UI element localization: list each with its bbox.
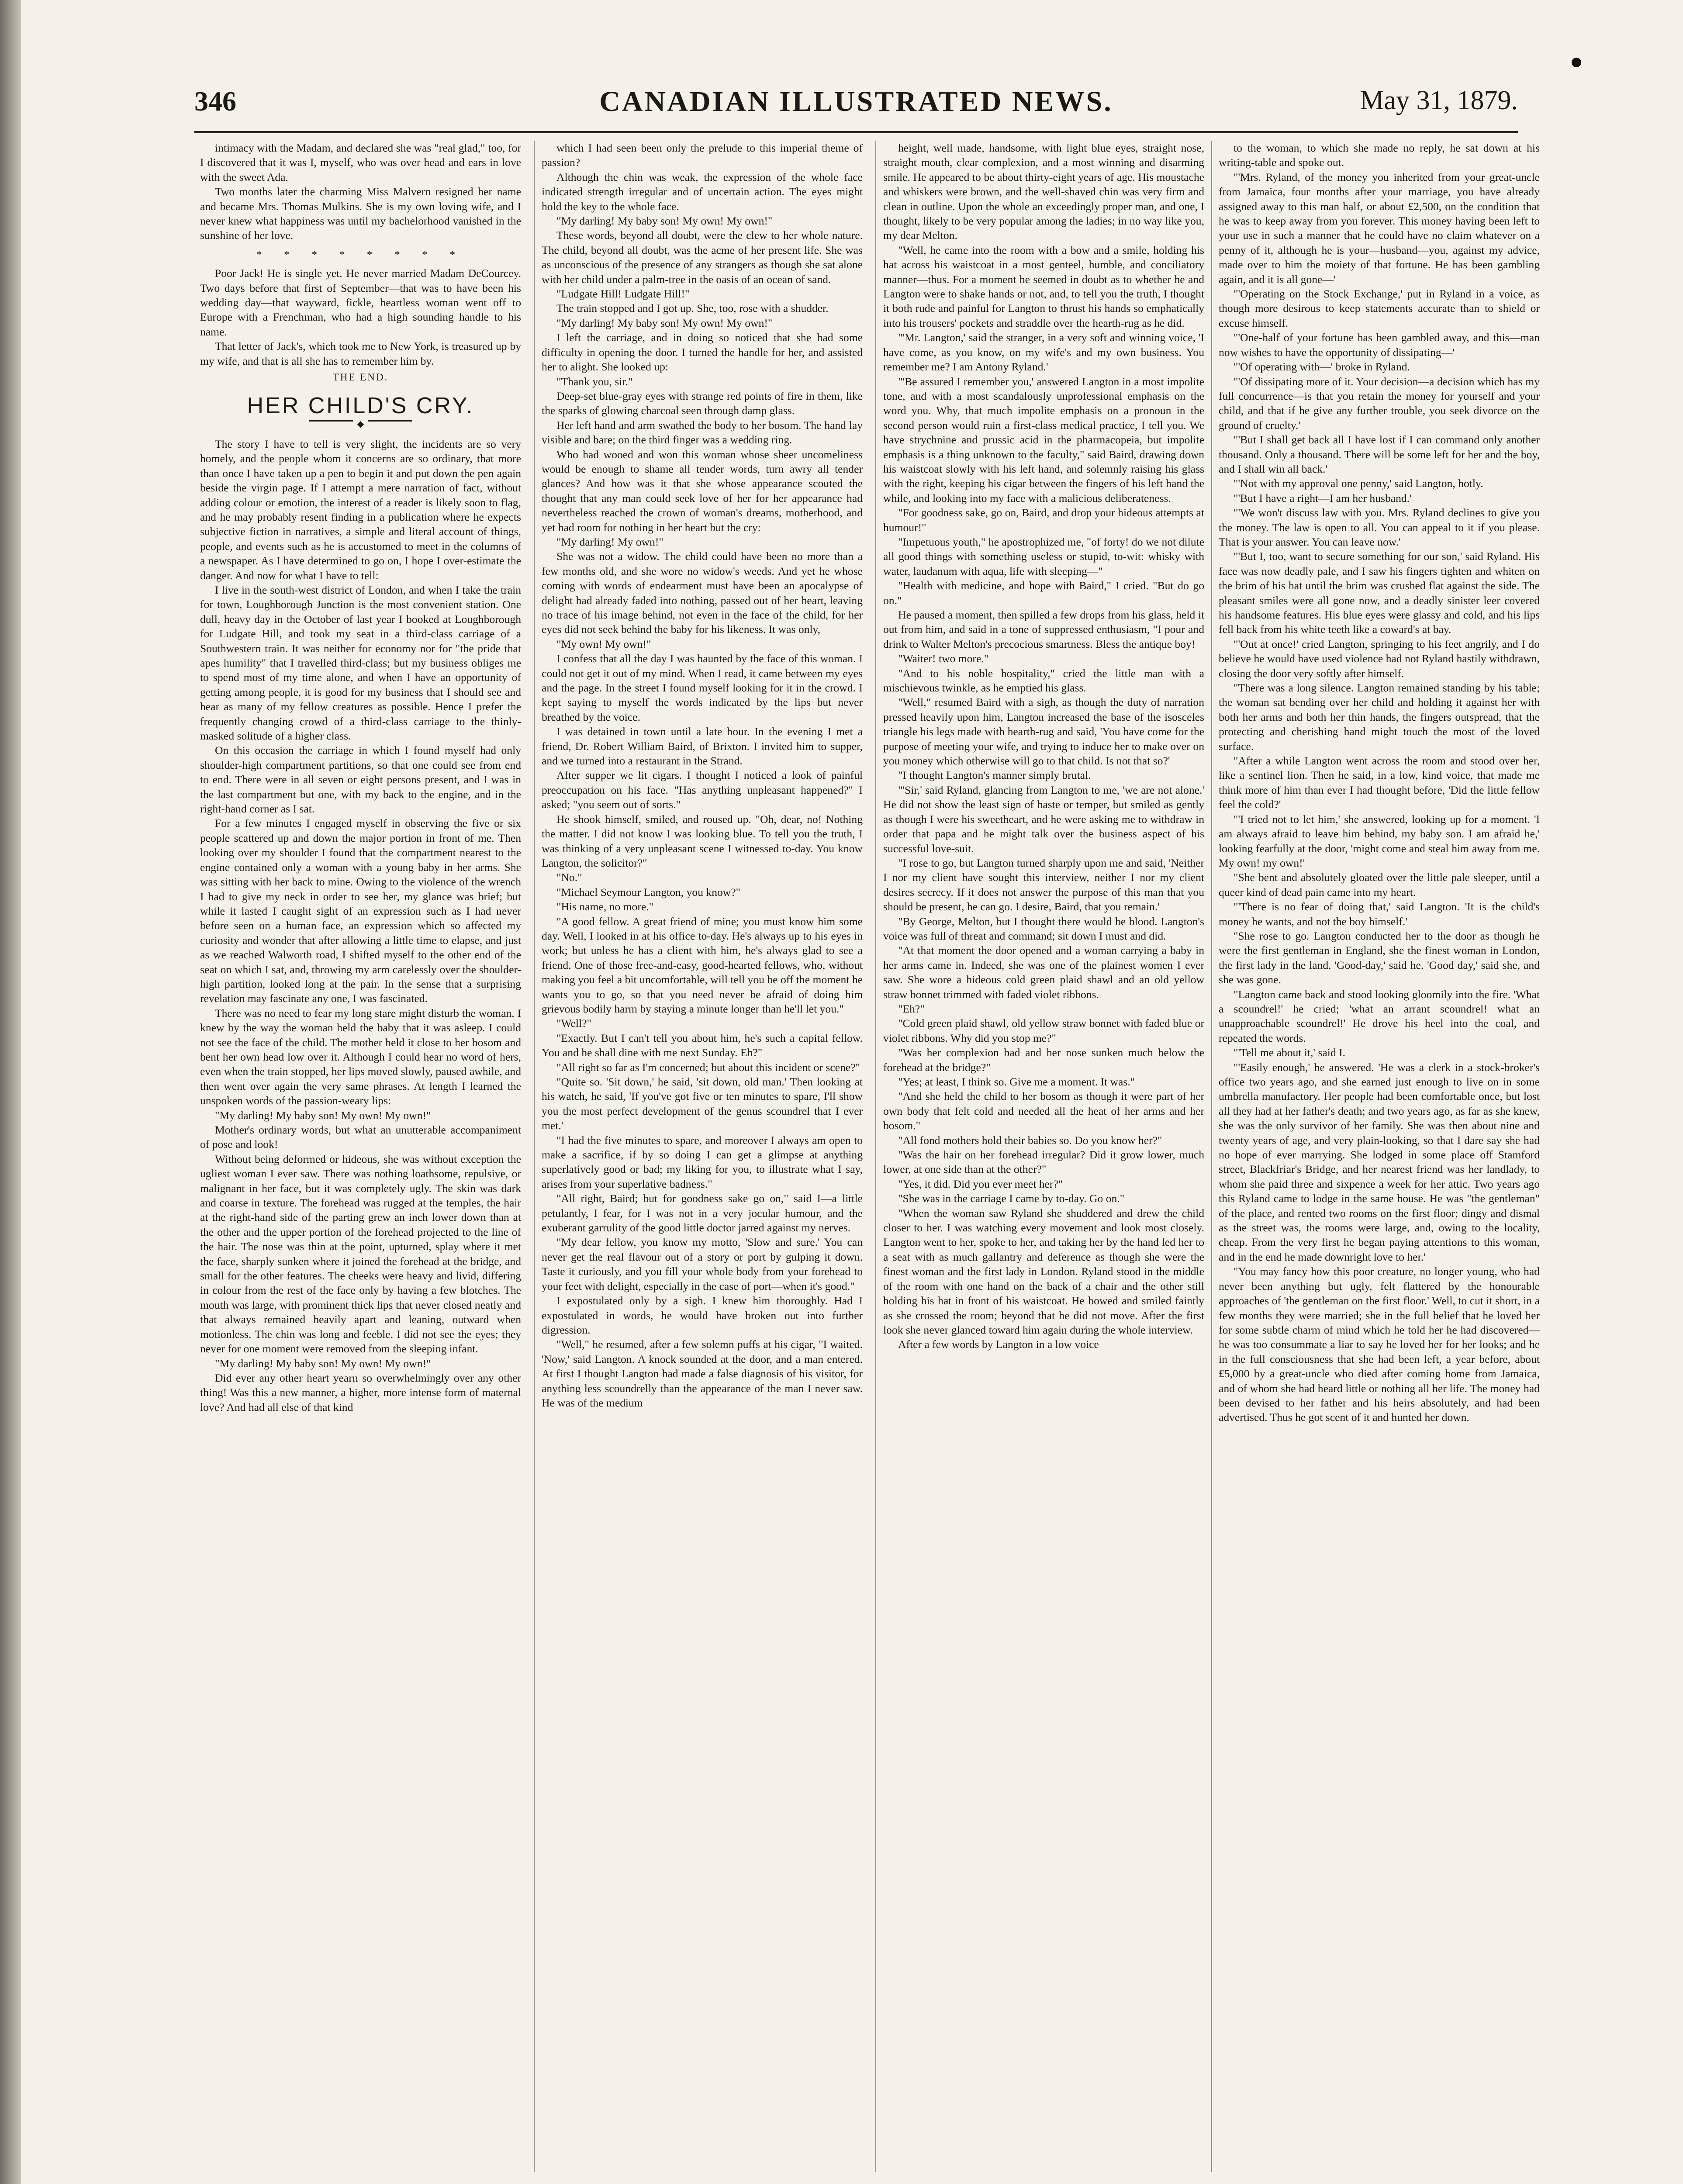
paragraph: "A good fellow. A great friend of mine; you must know him some day. Well, I looked in at his office to-day. He's always up to his eyes in work; but unless he has a client with him, he's always glad to see a friend. One of those free-and-easy, good-hearted fellows, who, without making you feel a bit uncomfortable, will tell you be off the moment he wants you to go, so that you need never be afraid of doing him grievous bodily harm by staying a minute longer than he'll let you." — [542, 915, 863, 1015]
punch-hole — [1572, 58, 1581, 67]
paragraph: "No." — [556, 871, 582, 884]
paragraph: "My darling! My baby son! My own! My own!" — [556, 214, 773, 228]
paragraph: Mother's ordinary words, but what an unutterable accompaniment of pose and look! — [200, 1123, 521, 1151]
paragraph: He shook himself, smiled, and roused up. "Oh, dear, no! Nothing the matter. I did not know I was looking blue. To tell you the truth, I was thinking of a very unpleasant scene I witnessed to-day. You know Langton, the solicitor?" — [542, 812, 863, 869]
column-divider — [1211, 141, 1212, 2172]
paragraph: "Thank you, sir." — [556, 375, 633, 388]
paragraph: "By George, Melton, but I thought there would be blood. Langton's voice was full of threat and command; sit down I must and did. — [883, 915, 1204, 942]
paragraph: I was detained in town until a late hour. In the evening I met a friend, Dr. Robert William Baird, of Brixton. I invited him to supper, and we turned into a restaurant in the Strand. — [542, 725, 863, 767]
paragraph: I left the carriage, and in doing so noticed that she had some difficulty in opening the door. I turned the handle for her, and assisted her to alight. She looked up: — [542, 331, 863, 373]
story-title: HER CHILD'S CRY. — [247, 393, 474, 418]
paragraph: "Quite so. 'Sit down,' he said, 'sit down, old man.' Then looking at his watch, he said, 'If you've got five or ten minutes to spare, I'll show you the most perfect development of the genus scoundrel that I ever met.' — [542, 1075, 863, 1132]
paragraph: "'Mr. Langton,' said the stranger, in a very soft and winning voice, 'I have come, as you know, on my wife's and my own business. You remember me? I am Antony Ryland.' — [883, 331, 1204, 373]
paragraph: which I had seen been only the prelude to this imperial theme of passion? — [542, 142, 863, 169]
paragraph: "I thought Langton's manner simply brutal. — [898, 769, 1091, 782]
paragraph: "Langton came back and stood looking gloomily into the fire. 'What a scoundrel!' he cried; 'what an arrant scoundrel! what an unapproachable scoundrel!' He drove his heel into the coal, and repeated the words. — [1219, 988, 1540, 1044]
paragraph: intimacy with the Madam, and declared she was "real glad," too, for I discovered that it was I, myself, who was over head and ears in love with the sweet Ada. — [200, 142, 521, 183]
paragraph: "You may fancy how this poor creature, no longer young, who had never been anything but ugly, felt flattered by the honourable approaches of 'the gentleman on the first floor.' Well, to cut it short, in a few months they were married; she in the full belief that he loved her for some subtle charm of mind which he told her he had discovered—he was too consummate a liar to say he loved her for her looks; and he in the full consciousness that she had been left, a year before, about £5,000 by a great-uncle who died after coming home from Jamaica, and of whom she had heard little or nothing all her life. The money had been devised to her father and his heirs absolutely, and had been advertised. Thus he got scent of it and hunted her down. — [1219, 1265, 1540, 1424]
paragraph: "My darling! My own!" — [556, 535, 664, 548]
paragraph: She was not a widow. The child could have been no more than a few months old, and she wore no widow's weeds. And yet he whose coming with words of endearment must have been an apocalypse of delight had already faded into nothing, passed out of her heart, leaving no trace of his image behind, not even in the face of the child, for her eyes did not seek behind the baby for his likeness. It was only, — [542, 550, 863, 636]
paragraph: "After a while Langton went across the room and stood over her, like a sentinel lion. Then he said, in a low, kind voice, that made me think more of him than ever I had thought before, 'Did the little fellow feel the cold?' — [1219, 754, 1540, 811]
title-ornament — [200, 416, 521, 429]
ornament-diamond-icon: ◆ — [353, 419, 368, 429]
paragraph: "'Not with my approval one penny,' said Langton, hotly. — [1234, 477, 1483, 490]
paragraph: "Health with medicine, and hope with Baird," I cried. "But do go on." — [883, 579, 1204, 607]
paragraph: The story I have to tell is very slight, the incidents are so very homely, and the people whom it concerns are so ordinary, that more than once I have taken up a pen to begin it and put down the pen again beside the virgin page. If I attempt a mere narration of fact, without adding colour or emotion, the interest of a reader is likely soon to flag, and he may probably resent finding in a publication where he expects subjective fiction in narratives, a simple and literal account of things, people, and events such as he is accustomed to meet in the columns of a newspaper. As I have determined to go on, I hope I over-estimate the danger. And now for what I have to tell: — [200, 437, 521, 582]
paragraph: Although the chin was weak, the expression of the whole face indicated strength irregular and of uncertain action. The eyes might hold the key to the whole face. — [542, 170, 863, 213]
issue-date: May 31, 1879. — [1360, 86, 1518, 115]
column-2 — [542, 141, 863, 2172]
paragraph: "Well?" — [556, 1017, 591, 1030]
paragraph: "'Out at once!' cried Langton, springing to his feet angrily, and I do believe he would have used violence had not Ryland hastily withdrawn, closing the door very softly after himself. — [1219, 637, 1540, 680]
paragraph: "Exactly. But I can't tell you about him, he's such a capital fellow. You and he shall dine with me next Sunday. Eh?" — [542, 1031, 863, 1059]
paragraph: On this occasion the carriage in which I found myself had only shoulder-high compartment partitions, so that one could see from end to end. There were in all seven or eight persons present, and I was in the last compartment but one, with my back to the engine, and in the right-hand corner as I sat. — [200, 744, 521, 816]
paragraph: The train stopped and I got up. She, too, rose with a shudder. — [556, 302, 829, 315]
paragraph: "Impetuous youth," he apostrophized me, "of forty! do we not dilute all good things with something useless or stupid, to-wit: whisky with water, laudanum with aqua, life with sleeping—" — [883, 535, 1204, 577]
paragraph: "Well," he resumed, after a few solemn puffs at his cigar, "I waited. 'Now,' said Langton. A knock sounded at the door, and a man entered. At first I thought Langton had made a false diagnosis of his visitor, for anything less scoundrelly than the appearance of the man I never saw. He was of the medium — [542, 1338, 863, 1409]
paragraph: "'Easily enough,' he answered. 'He was a clerk in a stock-broker's office two years ago, and she earned just enough to live on in some umbrella manufactory. Her people had been comfortable once, but lost all they had at her father's death; and two years ago, as far as she knew, she was the only survivor of her family. She was then about nine and twenty years of age, and very plain-looking, so that I dare say she had no hope of ever marrying. She lodged in some place off Stamford street, Blackfriar's Bridge, and her nearest friend was her landlady, to whom she paid three and sixpence a week for her attic. Two years ago this Ryland came to lodge in the same house. He was "the gentleman" of the place, and rented two rooms on the first floor; dingy and dismal as the street was, the rooms were large, and, owing to the locality, cheap. From the very first he began paying attentions to this woman, and in the end he made downright love to her.' — [1219, 1061, 1540, 1263]
paragraph: "'Of operating with—' broke in Ryland. — [1234, 360, 1410, 373]
paragraph: I confess that all the day I was haunted by the face of this woman. I could not get it out of my mind. When I read, it came between my eyes and the page. In the street I found myself looking for it in the crowd. I kept saying to myself the words indicated by the lips but never breathed by the voice. — [542, 652, 863, 723]
binding-shadow — [0, 0, 21, 2184]
paragraph: "My darling! My baby son! My own! My own!" — [556, 316, 773, 329]
paragraph: "'Mrs. Ryland, of the money you inherited from your great-uncle from Jamaica, four months after your marriage, you have already assigned away to this man half, or about £2,500, on the condition that he was to keep away from you forever. This money having been left to your use in such a manner that he could have no claim whatever on a penny of it, although he is your—husband—you, against my advice, made over to him the moiety of that fortune. He has been gambling again, and it is all gone—' — [1219, 170, 1540, 286]
paragraph: Two months later the charming Miss Malvern resigned her name and became Mrs. Thomas Mulkins. She is my own loving wife, and I never knew what happiness was until my bachelorhood vanished in the sunshine of her love. — [200, 185, 521, 242]
paragraph: "Yes, it did. Did you ever meet her?" — [898, 1177, 1063, 1190]
paragraph: "My dear fellow, you know my motto, 'Slow and sure.' You can never get the real flavour out of a story or port by gulping it down. Taste it curiously, and you fill your whole body from your forehead to your feet with delight, especially in the case of port—when it's good." — [542, 1236, 863, 1292]
paragraph: "And to his noble hospitality," cried the little man with a mischievous twinkle, as he emptied his glass. — [883, 667, 1204, 695]
paragraph: "'I tried not to let him,' she answered, looking up for a moment. 'I am always afraid to leave him behind, my baby son. I am afraid he,' looking fearfully at the door, 'might come and steal him away from me. My own! my own!' — [1219, 812, 1540, 869]
paragraph: "'But I, too, want to secure something for our son,' said Ryland. His face was now deadly pale, and I saw his fingers tighten and whiten on the brim of his hat until the brim was crushed flat against the side. The pleasant smiles were all gone now, and a deadly sinister leer covered his handsome features. His blue eyes were glassy and cold, and his lips fell back from his white teeth like a coward's at bay. — [1219, 550, 1540, 636]
paragraph: "And she held the child to her bosom as though it were part of her own body that felt cold and needed all the heat of her arms and her bosom." — [883, 1090, 1204, 1132]
the-end-label: THE END. — [332, 372, 389, 383]
column-divider — [534, 141, 535, 2172]
paragraph: "I rose to go, but Langton turned sharply upon me and said, 'Neither I nor my client have sought this interview, neither I nor my client desires secrecy. If it does not answer the purpose of this man that you should be present, he can go. I desire, Baird, that you remain.' — [883, 856, 1204, 913]
paragraph: I expostulated only by a sigh. I knew him thoroughly. Had I expostulated in words, he would have broken out into further digression. — [542, 1294, 863, 1336]
paragraph: "Cold green plaid shawl, old yellow straw bonnet with faded blue or violet ribbons. Why did you stop me?" — [883, 1017, 1204, 1044]
paragraph: "Well," resumed Baird with a sigh, as though the duty of narration pressed heavily upon him, Langton increased the base of the isosceles triangle his legs made with hearth-rug and said, 'You have come for the purpose of meeting your wife, and trying to induce her to make over on you money which otherwise will go to that child. Is not that so?' — [883, 696, 1204, 767]
column-4 — [1219, 141, 1540, 2172]
paragraph: "My darling! My baby son! My own! My own!" — [215, 1357, 431, 1370]
paragraph: "At that moment the door opened and a woman carrying a baby in her arms came in. Indeed, she was one of the plainest women I ever saw. She wore a hideous cold green plaid shawl and an old yellow straw bonnet trimmed with faded violet ribbons. — [883, 944, 1204, 1001]
paragraph: Did ever any other heart yearn so overwhelmingly over any other thing! Was this a new manner, a higher, more intense form of maternal love? And had all else of that kind — [200, 1371, 521, 1413]
paragraph: "When the woman saw Ryland she shuddered and drew the child closer to her. I was watching every movement and look most closely. Langton went to her, spoke to her, and taking her by the hand led her to a seat with as much gallantry and deference as though she were the finest woman and the first lady in London. Ryland stood in the middle of the room with one hand on the back of a chair and the other still holding his hat in front of his waistcoat. He bowed and smiled faintly as she crossed the room; beyond that he did not move. After the first look she never glanced toward him again during the whole interview. — [883, 1206, 1204, 1336]
paragraph: "There was a long silence. Langton remained standing by his table; the woman sat bending over her child and holding it against her with both her arms and both her thin hands, the fingers outspread, that the protecting and cherishing hand might touch the most of the loved surface. — [1219, 681, 1540, 753]
paragraph: to the woman, to which she made no reply, he sat down at his writing-table and spoke out. — [1219, 142, 1540, 169]
paragraph: "His name, no more." — [556, 900, 654, 913]
paragraph: "She rose to go. Langton conducted her to the door as though he were the first gentleman in England, she the finest woman in London, the first lady in the land. 'Good-day,' said he. 'Good day,' said she, and she was gone. — [1219, 929, 1540, 986]
header-rule — [194, 131, 1518, 133]
paragraph: "She bent and absolutely gloated over the little pale sleeper, until a queer kind of dead pain came into my heart. — [1219, 871, 1540, 898]
paragraph: "All right so far as I'm concerned; but about this incident or scene?" — [556, 1061, 861, 1074]
paragraph: There was no need to fear my long stare might disturb the woman. I knew by the way the woman held the baby that it was asleep. I could not see the face of the child. The mother held it close to her bosom and bent her own head low over it. Although I could hear no word of hers, even when the train stopped, her lips moved slowly, paused awhile, and then went over again the very same phrases. At length I learned the unspoken words of the passion-weary lips: — [200, 1006, 521, 1107]
paragraph: "Yes; at least, I think so. Give me a moment. It was." — [898, 1075, 1135, 1088]
paragraph: "All right, Baird; but for goodness sake go on," said I—a little petulantly, I fear, for I was not in a very jocular humour, and the exuberant garrulity of the good little doctor jarred against my nerves. — [542, 1192, 863, 1234]
paragraph: Without being deformed or hideous, she was without exception the ugliest woman I ever saw. There was nothing loathsome, repulsive, or malignant in her face, but it was completely ugly. The skin was dark and coarse in texture. The forehead was rugged at the temples, the hair at the right-hand side of the parting grew an inch lower down than at the other and the upper portion of the forehead projected to the line of the hair. The nose was thin at the point, upturned, splay where it met the face, sharply sunken where it joined the forehead at the bridge, and small for the other features. The cheeks were heavy and livid, differing in colour from the rest of the face only by having a few blotches. The mouth was large, with prominent thick lips that never closed neatly and that always remained heavily apart and leaning, outward when motionless. The chin was long and feeble. I did not see the eyes; they never for one moment were removed from the sleeping infant. — [200, 1152, 521, 1355]
paragraph: "'Operating on the Stock Exchange,' put in Ryland in a voice, as though more desirous to keep statements accurate than to shield or excuse himself. — [1219, 287, 1540, 329]
paragraph: "'Be assured I remember you,' answered Langton in a most impolite tone, and with a most scandalously unprofessional emphasis on the word you. Why, that much impolite emphasis on a pronoun in the second person would ruin a first-class medical practice, I tell you. We have strychnine and prussic acid in the pharmacopeia, but impolite emphasis is a thing unknown to the faculty," said Baird, drawing down his waistcoat slowly with his left hand, and solemnly raising his glass with the right, keeping his cigar between the fingers of his left hand the while, and looking into my face with a malicious deliberateness. — [883, 375, 1204, 505]
paragraph: After supper we lit cigars. I thought I noticed a look of painful preoccupation on his face. "Has anything unpleasant happened?" I asked; "you seem out of sorts." — [542, 769, 863, 811]
paragraph: "My darling! My baby son! My own! My own!" — [215, 1109, 431, 1122]
paragraph: He paused a moment, then spilled a few drops from his glass, held it out from him, and said in a tone of suppressed enthusiasm, "I pour and drink to Walter Melton's precocious smartness. Bless the antique boy! — [883, 608, 1204, 650]
paragraph: Poor Jack! He is single yet. He never married Madam DeCourcey. Two days before that first of September—that was to have been his wedding day—that wayward, fickle, heartless woman went off to Europe with a Frenchman, who had a high sounding handle to his name. — [200, 267, 521, 338]
paragraph: After a few words by Langton in a low voice — [898, 1338, 1099, 1351]
paragraph: I live in the south-west district of London, and when I take the train for town, Loughborough Junction is the most convenient station. One dull, heavy day in the October of last year I booked at Loughborough for Ludgate Hill, and took my seat in a third-class carriage of a Southwestern train. It was neither for economy nor for "the pride that apes humility" that I travelled third-class; but my business obliges me to spend most of my time alone, and when I have an opportunity of getting among people, it is good for my business that I should see and hear as many of my fellow creatures as possible. Hence I prefer the frequently changing crowd of a third-class carriage to the thinly-masked solitude of a higher class. — [200, 583, 521, 743]
story-body — [200, 437, 521, 1414]
paragraph: That letter of Jack's, which took me to New York, is treasured up by my wife, and that is all she has to remember him by. — [200, 340, 521, 367]
column-1 — [200, 141, 521, 2172]
paragraph: "'One-half of your fortune has been gambled away, and this—man now wishes to have the opportunity of dissipating—' — [1219, 331, 1540, 359]
paragraph: "Ludgate Hill! Ludgate Hill!" — [556, 287, 690, 301]
paragraph: "Michael Seymour Langton, you know?" — [556, 885, 741, 898]
page-header — [194, 85, 1518, 124]
paragraph: "Well, he came into the room with a bow and a smile, holding his hat across his waistcoat in a most genteel, humble, and conciliatory manner—thus. For a moment he seemed in doubt as to whether he and Langton were to shake hands or not, and, to tell you the truth, I thought it both rude and painful for Langton to thrust his hands so emphatically into his trousers' pockets and straddle over the hearth-rug as he did. — [883, 243, 1204, 329]
paragraph: "Was the hair on her forehead irregular? Did it grow lower, much lower, at one side than at the other?" — [883, 1148, 1204, 1176]
paragraph: "My own! My own!" — [556, 637, 651, 650]
paragraph: "'Sir,' said Ryland, glancing from Langton to me, 'we are not alone.' He did not show the least sign of haste or temper, but smiled as gently as though I were his sweetheart, and he were asking me to withdraw in order that papa and he might talk over the business aspect of his successful love-suit. — [883, 783, 1204, 855]
paragraph: "I had the five minutes to spare, and moreover I always am open to make a sacrifice, if by so doing I can get a glimpse at anything superlatively good or bad; my liking for you, to illustrate what I say, arises from your superlative badness." — [542, 1133, 863, 1190]
paragraph: Who had wooed and won this woman whose sheer uncomeliness would be enough to shame all tender words, turn awry all tender glances? And how was it that she whose appearance scouted the thought that any man could seek love of her for her appearance had nevertheless reached the crown of woman's dreams, motherhood, and yet had room for nothing in her heart but the cry: — [542, 448, 863, 534]
paragraph: "'Of dissipating more of it. Your decision—a decision which has my full concurrence—is that you retain the money for yourself and your child, and that if he give any further trouble, you seek divorce on the ground of cruelty.' — [1219, 375, 1540, 432]
paragraph: These words, beyond all doubt, were the clew to her whole nature. The child, beyond all doubt, was the acme of her present life. She was as unconscious of the presence of any strangers as though she sat alone with her child under a palm-tree in the oasis of an ocean of sand. — [542, 229, 863, 286]
paragraph: "Waiter! two more." — [898, 652, 989, 665]
paragraph: height, well made, handsome, with light blue eyes, straight nose, straight mouth, clear complexion, and a most winning and disarming smile. He appeared to be about thirty-eight years of age. His moustache and whiskers were brown, and the well-shaved chin was very firm and clean in outline. Upon the whole an exceedingly proper man, and one, I thought, likely to be very popular among the ladies; in no way like you, my dear Melton. — [883, 142, 1204, 242]
masthead-title: CANADIAN ILLUSTRATED NEWS. — [599, 86, 1113, 117]
intro-text — [200, 141, 521, 243]
column-3 — [883, 141, 1204, 2172]
paragraph: "'Tell me about it,' said I. — [1234, 1046, 1345, 1059]
page-number: 346 — [194, 86, 236, 117]
paragraph: "For goodness sake, go on, Baird, and drop your hideous attempts at humour!" — [883, 506, 1204, 534]
paragraph: Her left hand and arm swathed the body to her bosom. The hand lay visible and bare; on the third finger was a wedding ring. — [542, 418, 863, 446]
paragraph: "Was her complexion bad and her nose sunken much below the forehead at the bridge?" — [883, 1046, 1204, 1074]
paragraph: "'But I have a right—I am her husband.' — [1234, 491, 1412, 505]
section-break-stars: * * * * * * * * — [256, 248, 465, 261]
paragraph: "Eh?" — [898, 1002, 925, 1015]
column-divider — [875, 141, 876, 2172]
paragraph: "'We won't discuss law with you. Mrs. Ryland declines to give you the money. The law is open to all. You can appeal to it if you please. That is your answer. You can leave now.' — [1219, 506, 1540, 548]
paragraph: "'There is no fear of doing that,' said Langton. 'It is the child's money he wants, and not the boy himself.' — [1219, 900, 1540, 928]
paragraph: For a few minutes I engaged myself in observing the five or six people scattered up and down the major portion in front of me. Then looking over my shoulder I found that the compartment nearest to the engine contained only a woman with a young baby in her arms. She was sitting with her back to mine. Owing to the violence of the wrench I had to give my neck in order to see her, my glance was brief; but while it lasted I caught sight of an expression such as I had never before seen on a human face, an expression which so affected my curiosity and wonder that after allowing a little time to elapse, and just as we reached Walworth road, I shifted myself to the other end of the seat on which I sat, and, throwing my arm carelessly over the shoulder-high partition, looked long at the pair. In the sense that a surprising revelation may fascinate any one, I was fascinated. — [200, 817, 521, 1005]
paragraph: Deep-set blue-gray eyes with strange red points of fire in them, like the sparks of glowing charcoal seen through damp glass. — [542, 389, 863, 417]
paragraph: "All fond mothers hold their babies so. Do you know her?" — [898, 1133, 1162, 1147]
paragraph: "She was in the carriage I came by to-day. Go on." — [898, 1192, 1125, 1205]
paragraph: "'But I shall get back all I have lost if I can command only another thousand. Only a thousand. There will be some left for her and the boy, and I shall win all back.' — [1219, 433, 1540, 475]
